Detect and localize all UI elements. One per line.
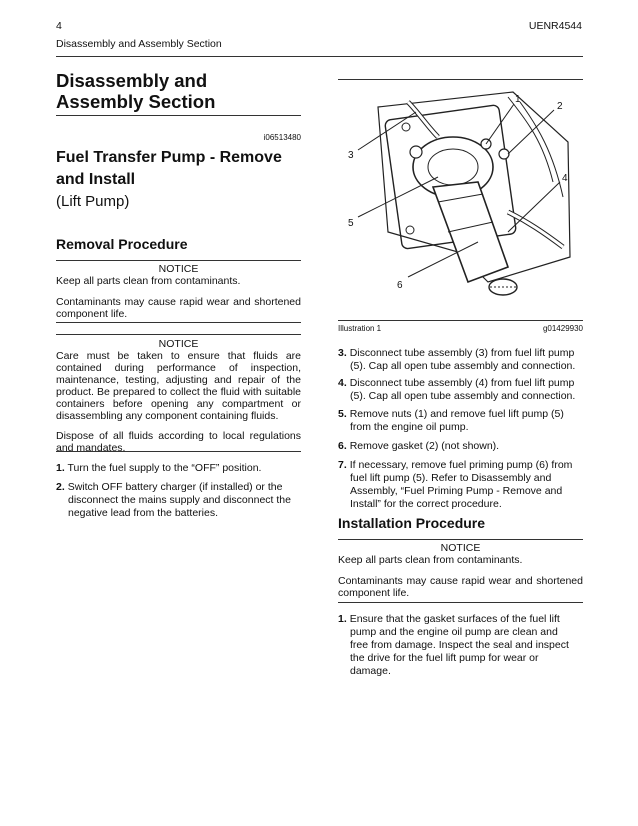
notice3-text2: Contaminants may cause rapid wear and shortened component life. (338, 574, 583, 599)
notice3-bottom-rule (338, 602, 583, 603)
illustration-id: g01429930 (542, 324, 583, 333)
fuel-lift-pump-illustration (338, 82, 583, 317)
step-text-continued: disconnect the mains supply and disconnect the negative lead from the batteries. (68, 494, 291, 519)
step-text-continued: (5). Cap all open tube assembly and connection. (350, 390, 576, 402)
notice1-text1: Keep all parts clean from contaminants. (56, 275, 241, 287)
step-number: 3. (338, 347, 347, 359)
step-text-continued: from the engine oil pump. (350, 421, 469, 433)
removal-step-1 (56, 462, 301, 475)
removal-step-2 (56, 481, 301, 520)
notice1 (56, 263, 301, 321)
removal-heading: Removal Procedure (56, 236, 188, 252)
section-title (56, 70, 301, 112)
illustration-label: Illustration 1 (338, 324, 382, 333)
step-text: Ensure that the gasket surfaces of the fuel lift (349, 613, 560, 625)
reference-id: i06513480 (263, 133, 301, 142)
notice3 (338, 542, 583, 600)
section-title-line2: Assembly Section (56, 91, 216, 112)
removal-step-7 (338, 459, 586, 511)
callout-5: 5 (348, 218, 354, 229)
notice2-title: NOTICE (158, 338, 199, 350)
header-rule (56, 56, 583, 57)
installation-heading: Installation Procedure (338, 515, 486, 531)
notice3-text1: Keep all parts clean from contaminants. (338, 554, 523, 566)
step-text: Switch OFF battery charger (if installed) or the (67, 481, 283, 493)
step-text-continued: (5). Cap all open tube assembly and connection. (350, 360, 576, 372)
topic-subtitle: (Lift Pump) (56, 193, 130, 210)
removal-step-3 (338, 347, 586, 373)
notice2-text1: Care must be taken to ensure that fluids are contained during performance of inspection, maintenance, testing, adjusting and repair of the product. Be prepared to collect the fluid with suitable containers before opening any compartment or disassembling any component containing fluids. (56, 350, 301, 422)
topic-title-line1: Fuel Transfer Pump - Remove (56, 149, 282, 166)
step-number: 2. (56, 481, 65, 493)
step-number: 5. (338, 408, 347, 420)
notice1-top-rule (56, 260, 301, 261)
step-number: 4. (338, 377, 347, 389)
document-id: UENR4544 (528, 20, 582, 32)
removal-step-4 (338, 377, 586, 403)
illustration-bottom-rule (338, 320, 583, 321)
callout-4: 4 (562, 173, 568, 184)
notice2-text2: Dispose of all fluids according to local regulations and mandates. (56, 430, 301, 454)
installation-step-1 (338, 613, 586, 678)
topic-title (56, 147, 306, 213)
removal-step-5 (338, 408, 586, 434)
notice3-top-rule (338, 539, 583, 540)
callout-3: 3 (348, 150, 354, 161)
step-text: Disconnect tube assembly (4) from fuel lift pump (349, 377, 575, 389)
notice1-bottom-rule (56, 322, 301, 323)
callout-2: 2 (557, 101, 563, 112)
step-number: 6. (338, 440, 347, 452)
section-title-rule (56, 115, 301, 116)
notice2-bottom-rule (56, 451, 301, 452)
step-number: 7. (338, 459, 347, 471)
step-number: 1. (56, 462, 65, 474)
removal-step-6 (338, 440, 586, 453)
running-header-section: Disassembly and Assembly Section (56, 38, 222, 50)
step-text-continued: fuel lift pump (5). Refer to Disassembly and Assembly, “Fuel Priming Pump - Remove and Install” for the correct procedure. (350, 472, 563, 510)
callout-6: 6 (397, 280, 403, 291)
notice1-text2: Contaminants may cause rapid wear and shortened component life. (56, 295, 301, 320)
page-number: 4 (56, 20, 62, 32)
step-text: Disconnect tube assembly (3) from fuel lift pump (349, 347, 575, 359)
step-number: 1. (338, 613, 347, 625)
step-text: If necessary, remove fuel priming pump (6) from (349, 459, 573, 471)
topic-title-line2: and Install (56, 171, 136, 188)
step-text-continued: pump and the engine oil pump are clean and free from damage. Inspect the seal and inspect the drive for the fuel lift pump for wear or damage. (350, 626, 569, 677)
notice2 (56, 338, 301, 454)
step-text: Turn the fuel supply to the “OFF” position. (67, 462, 262, 474)
notice2-top-rule (56, 334, 301, 335)
notice1-title: NOTICE (158, 263, 199, 275)
callout-1: 1 (515, 94, 521, 105)
section-title-line1: Disassembly and (56, 70, 208, 91)
step-text: Remove nuts (1) and remove fuel lift pump (5) (349, 408, 564, 420)
step-text: Remove gasket (2) (not shown). (349, 440, 500, 452)
illustration-top-rule (338, 79, 583, 80)
notice3-title: NOTICE (440, 542, 481, 554)
